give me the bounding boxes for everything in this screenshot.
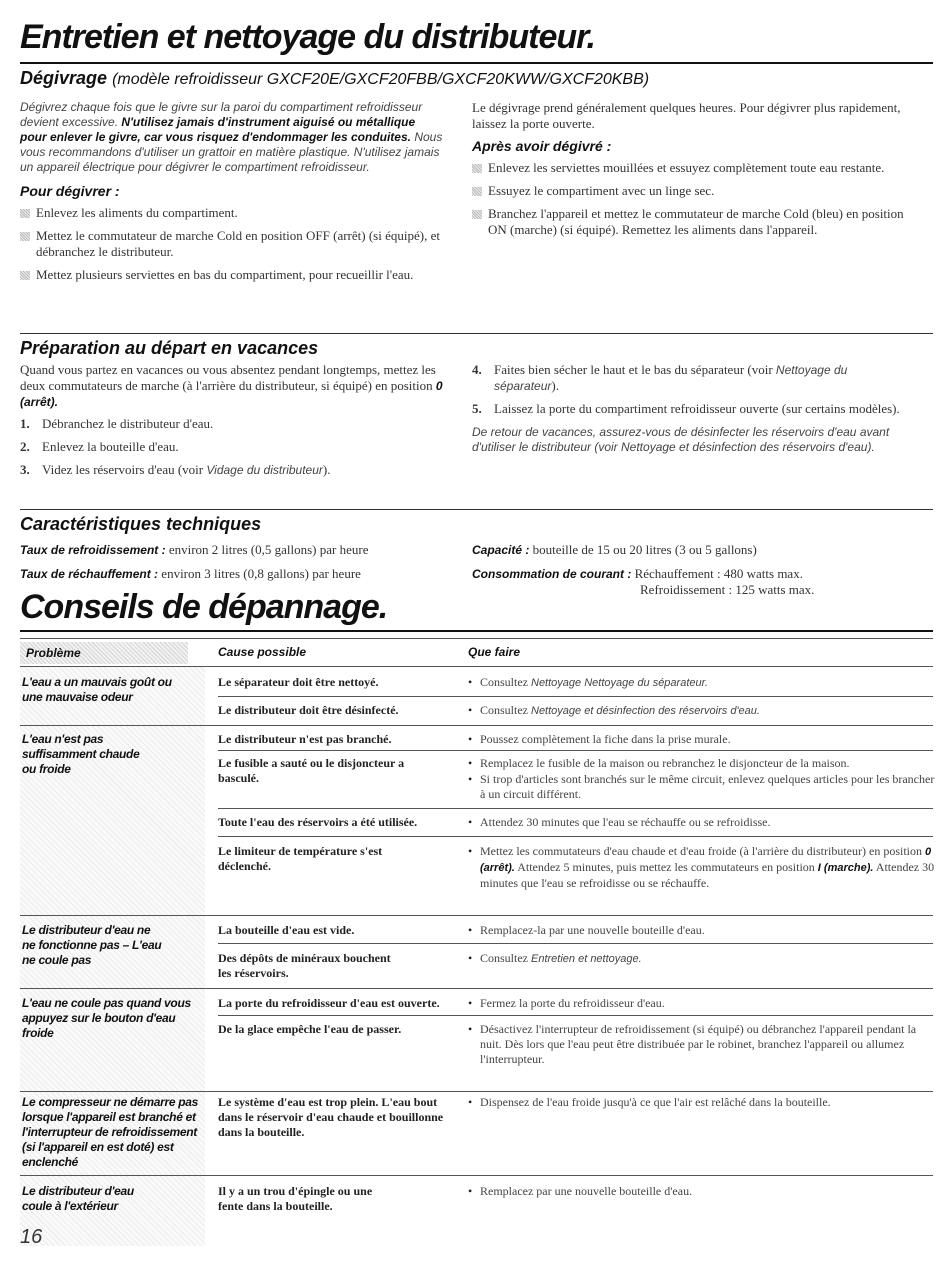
fix: • Dispensez de l'eau froide jusqu'à ce que l'air est relâché dans la bouteille. xyxy=(468,1095,938,1110)
fix-text: Consultez xyxy=(480,703,528,717)
vacation-right-column xyxy=(472,362,912,455)
defrost-intro-1: Dégivrez chaque fois que le givre sur la paroi du compartiment refroidisseur devient excessive. xyxy=(20,100,423,129)
defrost-left-column xyxy=(20,100,445,290)
spec-label: Taux de réchauffement : xyxy=(20,567,159,581)
col-header-fix: Que faire xyxy=(468,645,521,659)
spec-cooling xyxy=(20,542,450,558)
cause: Le système d'eau est trop plein. L'eau bout dans le réservoir d'eau chaude et bouillonne dans la bouteille. xyxy=(218,1095,444,1139)
step-number: 2. xyxy=(20,439,30,454)
spec-capacity xyxy=(472,542,912,558)
fix-text: Consultez xyxy=(480,951,528,965)
cause: La bouteille d'eau est vide. xyxy=(218,923,355,937)
page-number: 16 xyxy=(20,1226,43,1248)
fix xyxy=(468,844,938,891)
row-rule xyxy=(218,1015,933,1016)
after-step: Branchez l'appareil et mettez le commutateur de marche Cold (bleu) en position ON (marche) (si équipé). Remettez les aliments dans l'appareil. xyxy=(472,206,912,238)
step-number: 5. xyxy=(472,401,482,416)
after-step: Essuyez le compartiment avec un linge sec. xyxy=(472,183,912,199)
step-text: Videz les réservoirs d'eau (voir xyxy=(42,462,204,477)
defrost-model: (modèle refroidisseur GXCF20E/GXCF20FBB/GXCF20KWW/GXCF20KBB) xyxy=(112,71,650,88)
step-number: 4. xyxy=(472,362,482,377)
defrost-intro-2: Nous vous recommandons d'utiliser un grattoir en matière plastique. N'utilisez jamais un appareil électrique pour dégivrer le compartiment refroidisseur. xyxy=(20,130,443,174)
cause: Le distributeur n'est pas branché. xyxy=(218,732,392,746)
col-header-cause: Cause possible xyxy=(218,645,307,659)
fix-reference: Nettoyage et désinfection des réservoirs d'eau. xyxy=(531,705,760,717)
spec-power xyxy=(472,566,912,582)
fix: • Si trop d'articles sont branchés sur le même circuit, enlevez quelques articles pour les brancher à un circuit différent. xyxy=(468,772,938,802)
problem-temperature: L'eau n'est pas suffisamment chaude ou froide xyxy=(22,732,140,776)
row-rule xyxy=(218,836,933,837)
spec-value: environ 2 litres (0,5 gallons) par heure xyxy=(168,542,369,557)
step-reference: Nettoyage du séparateur xyxy=(494,363,848,393)
specs-right-column xyxy=(472,542,912,598)
spec-value: environ 3 litres (0,8 gallons) par heure xyxy=(161,566,361,581)
step-text: Laissez la porte du compartiment refroidisseur ouverte (sur certains modèles). xyxy=(494,401,900,416)
cause: La porte du refroidisseur d'eau est ouverte. xyxy=(218,996,440,1010)
step-number: 3. xyxy=(20,462,30,477)
how-step: Enlevez les aliments du compartiment. xyxy=(20,205,445,221)
specs-left-column xyxy=(20,542,450,582)
defrost-intro-warning: N'utilisez jamais d'instrument aiguisé ou métallique pour enlever le givre, car vous risquez d'endommager les conduites. xyxy=(20,115,416,144)
fix-reference: Nettoyage Nettoyage du séparateur. xyxy=(531,677,708,689)
vacation-step xyxy=(472,401,912,417)
cause: Il y a un trou d'épingle ou une fente dans la bouteille. xyxy=(218,1184,373,1213)
section-rule xyxy=(20,333,933,334)
cause: Le limiteur de température s'est déclenché. xyxy=(218,844,383,873)
fix-text: Attendez 5 minutes, puis mettez les commutateurs en position xyxy=(517,860,815,874)
step-text: Débranchez le distributeur d'eau. xyxy=(42,416,214,431)
after-step: Enlevez les serviettes mouillées et essuyez complètement toute eau restante. xyxy=(472,160,912,176)
vacation-intro-text: Quand vous partez en vacances ou vous absentez pendant longtemps, mettez les deux commutateurs de marche (à l'arrière du distributeur, si équipé) en position xyxy=(20,362,436,393)
fix xyxy=(468,703,938,719)
spec-heating xyxy=(20,566,450,582)
fix: • Remplacez par une nouvelle bouteille d'eau. xyxy=(468,1184,938,1199)
step-end: ). xyxy=(551,378,559,393)
how-to-defrost-heading: Pour dégivrer : xyxy=(20,183,120,199)
step-text: Enlevez la bouteille d'eau. xyxy=(42,439,179,454)
fix: • Remplacez-la par une nouvelle bouteille d'eau. xyxy=(468,923,938,938)
cause: Le séparateur doit être nettoyé. xyxy=(218,675,379,689)
step-text: Faites bien sécher le haut et le bas du séparateur (voir xyxy=(494,362,773,377)
title-rule xyxy=(20,630,933,632)
cause: Des dépôts de minéraux bouchent les réservoirs. xyxy=(218,951,391,980)
step-end: ). xyxy=(322,462,331,477)
row-rule xyxy=(218,696,933,697)
spec-label: Consommation de courant : xyxy=(472,567,632,581)
problem-no-flow: Le distributeur d'eau ne ne fonctionne pas – L'eau ne coule pas xyxy=(22,923,162,967)
vacation-intro xyxy=(20,362,445,410)
fix-text: Mettez les commutateurs d'eau chaude et d'eau froide (à l'arrière du distributeur) en position xyxy=(480,844,922,858)
fix-text: Consultez xyxy=(480,675,528,689)
row-rule xyxy=(218,808,933,809)
fix: • Remplacez le fusible de la maison ou rebranchez le disjoncteur de la maison. xyxy=(468,756,938,771)
defrost-duration: Le dégivrage prend généralement quelques heures. Pour dégivrer plus rapidement, laissez la porte ouverte. xyxy=(472,100,901,131)
step-reference: Vidage du distributeur xyxy=(206,463,323,477)
row-rule xyxy=(218,943,933,944)
vacation-step xyxy=(472,362,912,394)
problem-compressor: Le compresseur ne démarre pas lorsque l'appareil est branché et l'interrupteur de refroidissement (si l'appareil en est doté) est enclenché xyxy=(22,1095,199,1169)
section-rule xyxy=(20,509,933,510)
fix xyxy=(468,675,938,691)
vacation-step xyxy=(20,439,445,455)
vacation-step xyxy=(20,462,445,478)
fix-off-label: 0 (arrêt). xyxy=(480,846,932,874)
vacation-note: De retour de vacances, assurez-vous de désinfecter les réservoirs d'eau avant d'utiliser le distributeur (voir Nettoyage et désinfection des réservoirs d'eau). xyxy=(472,425,890,454)
spec-label: Taux de refroidissement : xyxy=(20,543,166,557)
fix-on-label: I (marche). xyxy=(817,862,874,874)
fix-reference: Entretien et nettoyage. xyxy=(531,953,642,965)
fix xyxy=(468,951,938,967)
cause: Le fusible a sauté ou le disjoncteur a basculé. xyxy=(218,756,405,785)
page-title: Entretien et nettoyage du distributeur. xyxy=(20,18,595,56)
vacation-off-label: 0 (arrêt). xyxy=(20,379,443,409)
vacation-left-column xyxy=(20,362,445,485)
vacation-step xyxy=(20,416,445,432)
vacation-heading: Préparation au départ en vacances xyxy=(20,338,319,358)
after-defrost-heading: Après avoir dégivré : xyxy=(472,138,612,154)
defrost-right-column xyxy=(472,100,912,245)
defrost-intro xyxy=(20,100,445,175)
defrost-heading-text: Dégivrage xyxy=(20,68,108,88)
troubleshooting-title: Conseils de dépannage. xyxy=(20,588,388,626)
col-header-problem: Problème xyxy=(20,642,188,664)
cause: De la glace empêche l'eau de passer. xyxy=(218,1022,402,1036)
step-number: 1. xyxy=(20,416,30,431)
how-step: Mettez le commutateur de marche Cold en position OFF (arrêt) (si équipé), et débranchez le distributeur. xyxy=(20,228,445,260)
spec-value: Réchauffement : 480 watts max. xyxy=(634,566,803,581)
cause: Toute l'eau des réservoirs a été utilisée. xyxy=(218,815,418,829)
fix: • Fermez la porte du refroidisseur d'eau. xyxy=(468,996,938,1011)
spec-value: bouteille de 15 ou 20 litres (3 ou 5 gallons) xyxy=(532,542,757,557)
problem-cold-button: L'eau ne coule pas quand vous appuyez sur le bouton d'eau froide xyxy=(22,996,191,1040)
row-rule xyxy=(218,750,933,751)
specs-heading: Caractéristiques techniques xyxy=(20,514,262,534)
fix: • Désactivez l'interrupteur de refroidissement (si équipé) ou débranchez l'appareil pendant la nuit. Dès lors que l'eau peut être distribuée par le robinet, branchez l'appareil ou allumez l'interrupteur. xyxy=(468,1022,938,1067)
fix-text: Attendez 30 minutes que l'eau se refroidisse ou se réchauffe. xyxy=(480,860,935,890)
problem-bad-taste: L'eau a un mauvais goût ou une mauvaise odeur xyxy=(22,675,172,704)
defrost-heading xyxy=(20,68,649,89)
table-top-rule xyxy=(20,638,933,639)
fix: • Attendez 30 minutes que l'eau se réchauffe ou se refroidisse. xyxy=(468,815,938,830)
spec-power-2: Refroidissement : 125 watts max. xyxy=(640,582,815,597)
problem-leak: Le distributeur d'eau coule à l'extérieur xyxy=(22,1184,134,1213)
title-rule xyxy=(20,62,933,64)
spec-label: Capacité : xyxy=(472,543,530,557)
how-step: Mettez plusieurs serviettes en bas du compartiment, pour recueillir l'eau. xyxy=(20,267,445,283)
cause: Le distributeur doit être désinfecté. xyxy=(218,703,399,717)
fix: • Poussez complètement la fiche dans la prise murale. xyxy=(468,732,938,747)
